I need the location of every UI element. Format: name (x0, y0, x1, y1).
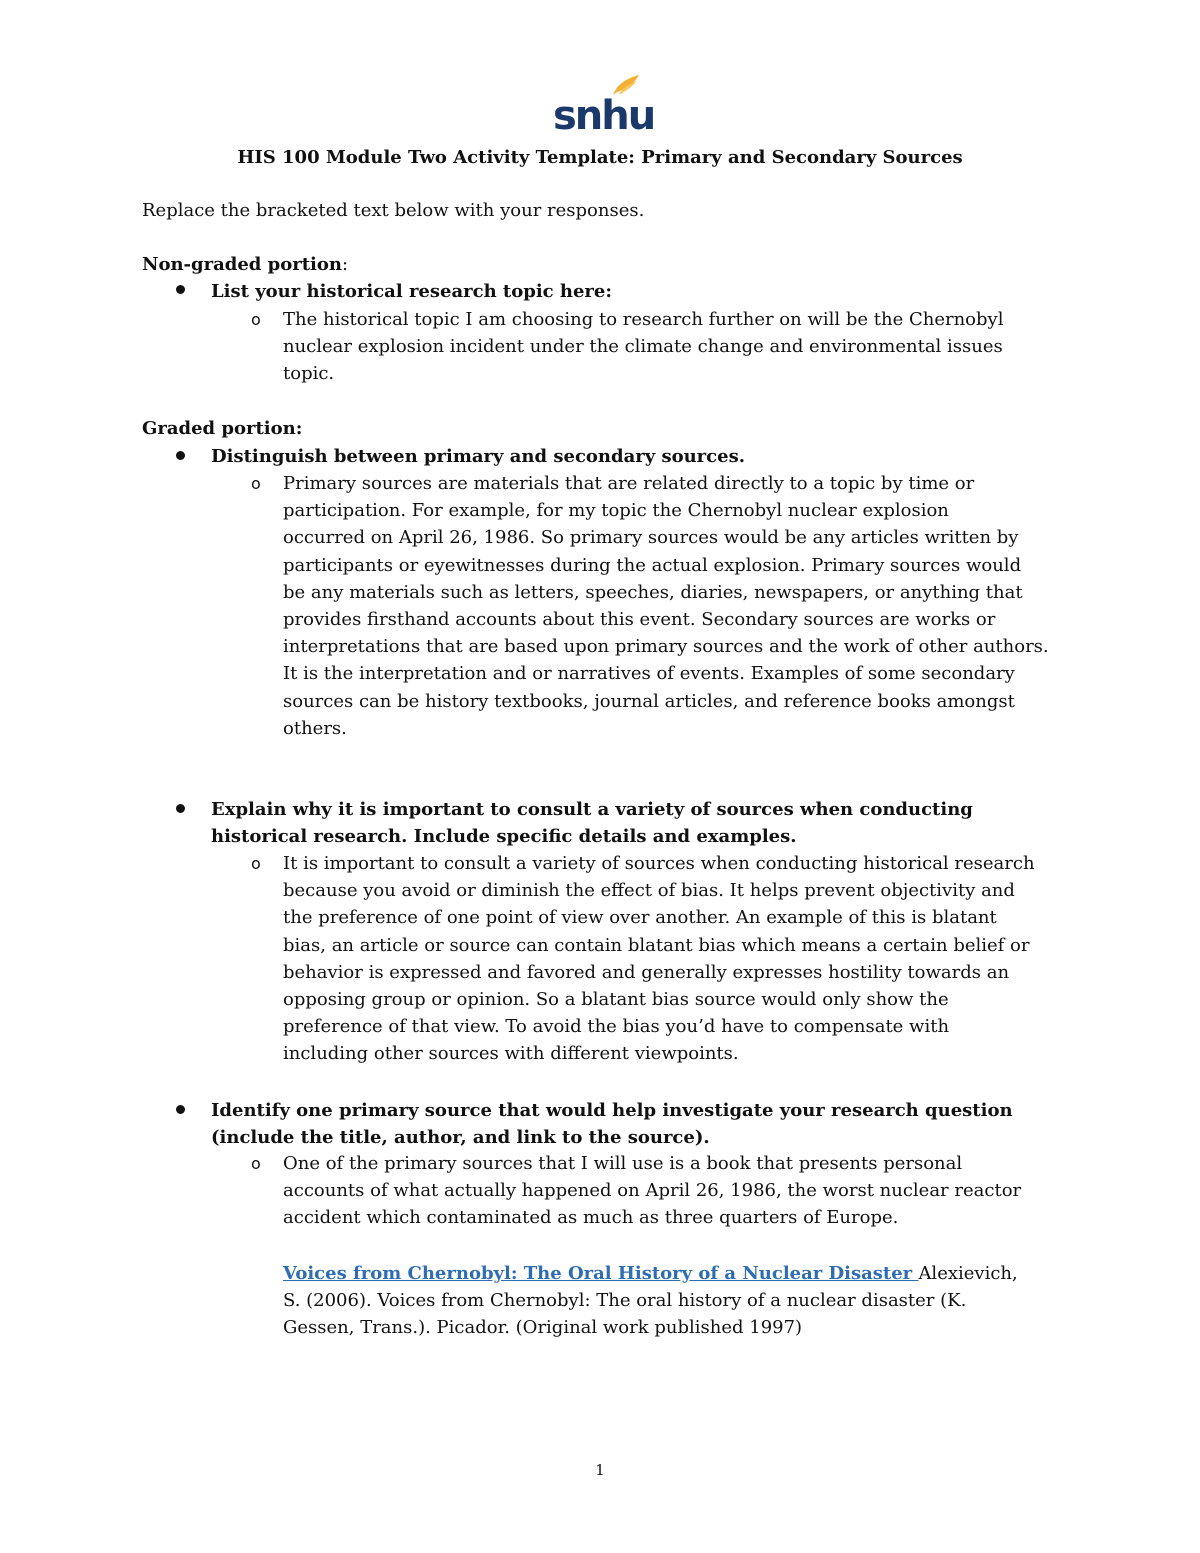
response-line: participants or eyewitnesses during the actual explosion. Primary sources would (283, 554, 1022, 576)
response-line: behavior is expressed and favored and generally expresses hostility towards an (283, 961, 1010, 983)
response-line: topic. (283, 363, 335, 385)
response-line: others. (283, 717, 347, 739)
bullet-icon (176, 1105, 185, 1114)
response-line: The historical topic I am choosing to research further on will be the Chernobyl (283, 309, 1004, 330)
graded-prompt-1: Distinguish between primary and secondary sources. (211, 446, 745, 467)
bullet-icon (176, 804, 185, 813)
graded-prompt-2 (211, 796, 973, 850)
citation (283, 1260, 1018, 1342)
response-line: preference of that view. To avoid the bias you’d have to compensate with (283, 1016, 950, 1038)
graded-response-3 (283, 1150, 1021, 1232)
sub-bullet-icon: o (251, 474, 261, 493)
page-number: 1 (595, 1461, 605, 1479)
response-line: the preference of one point of view over another. An example of this is blatant (283, 907, 997, 929)
response-line: because you avoid or diminish the effect of bias. It helps prevent objectivity and (283, 880, 1015, 902)
logo-wordmark: snhu (553, 93, 655, 139)
response-line: provides firsthand accounts about this event. Secondary sources are works or (283, 609, 996, 631)
snhu-logo (553, 74, 655, 139)
sub-bullet-icon: o (251, 854, 261, 873)
non-graded-heading-colon: : (341, 254, 349, 275)
bullet-icon (176, 285, 185, 294)
graded-prompt-3 (211, 1097, 1013, 1151)
graded-response-1 (283, 470, 1049, 742)
response-line: accident which contaminated as much as three quarters of Europe. (283, 1207, 899, 1229)
response-line: accounts of what actually happened on April 26, 1986, the worst nuclear reactor (283, 1180, 1022, 1202)
non-graded-heading (142, 251, 348, 278)
page-title: HIS 100 Module Two Activity Template: Primary and Secondary Sources (237, 147, 963, 168)
prompt-line: Explain why it is important to consult a variety of sources when conducting (211, 799, 973, 820)
response-line: sources can be history textbooks, journal articles, and reference books amongst (283, 690, 1015, 712)
citation-line: S. (2006). Voices from Chernobyl: The oral history of a nuclear disaster (K. (283, 1290, 967, 1312)
sub-bullet-icon: o (251, 310, 261, 329)
response-line: opposing group or opinion. So a blatant bias source would only show the (283, 989, 949, 1011)
response-line: One of the primary sources that I will use is a book that presents personal (283, 1153, 963, 1174)
response-line: Primary sources are materials that are related directly to a topic by time or (283, 473, 975, 494)
response-line: occurred on April 26, 1986. So primary sources would be any articles written by (283, 527, 1019, 549)
non-graded-response (283, 306, 1003, 388)
response-line: It is the interpretation and or narratives of events. Examples of some secondary (283, 663, 1015, 685)
bullet-icon (176, 451, 185, 460)
graded-heading: Graded portion: (142, 418, 303, 439)
response-line: interpretations that are based upon primary sources and the work of other authors. (283, 636, 1049, 658)
response-line: It is important to consult a variety of sources when conducting historical research (283, 853, 1035, 874)
citation-author: Alexievich, (918, 1263, 1018, 1284)
citation-line: Gessen, Trans.). Picador. (Original work published 1997) (283, 1317, 803, 1339)
response-line: be any materials such as letters, speeches, diaries, newspapers, or anything that (283, 581, 1023, 603)
non-graded-heading-label: Non-graded portion (142, 254, 342, 275)
response-line: nuclear explosion incident under the climate change and environmental issues (283, 336, 1003, 358)
citation-line (283, 1260, 1018, 1287)
response-line: participation. For example, for my topic the Chernobyl nuclear explosion (283, 500, 949, 522)
graded-response-2 (283, 850, 1035, 1068)
response-line: bias, an article or source can contain blatant bias which means a certain belief or (283, 934, 1030, 956)
prompt-line: Identify one primary source that would help investigate your research question (211, 1100, 1013, 1121)
response-line: including other sources with different viewpoints. (283, 1043, 739, 1065)
non-graded-prompt: List your historical research topic here: (211, 281, 613, 302)
intro-text: Replace the bracketed text below with your responses. (142, 200, 645, 221)
sub-bullet-icon: o (251, 1154, 261, 1173)
prompt-line: (include the title, author, and link to the source). (211, 1127, 710, 1149)
prompt-line: historical research. Include specific details and examples. (211, 826, 797, 848)
source-link[interactable]: Voices from Chernobyl: The Oral History of a Nuclear Disaster (283, 1263, 919, 1284)
